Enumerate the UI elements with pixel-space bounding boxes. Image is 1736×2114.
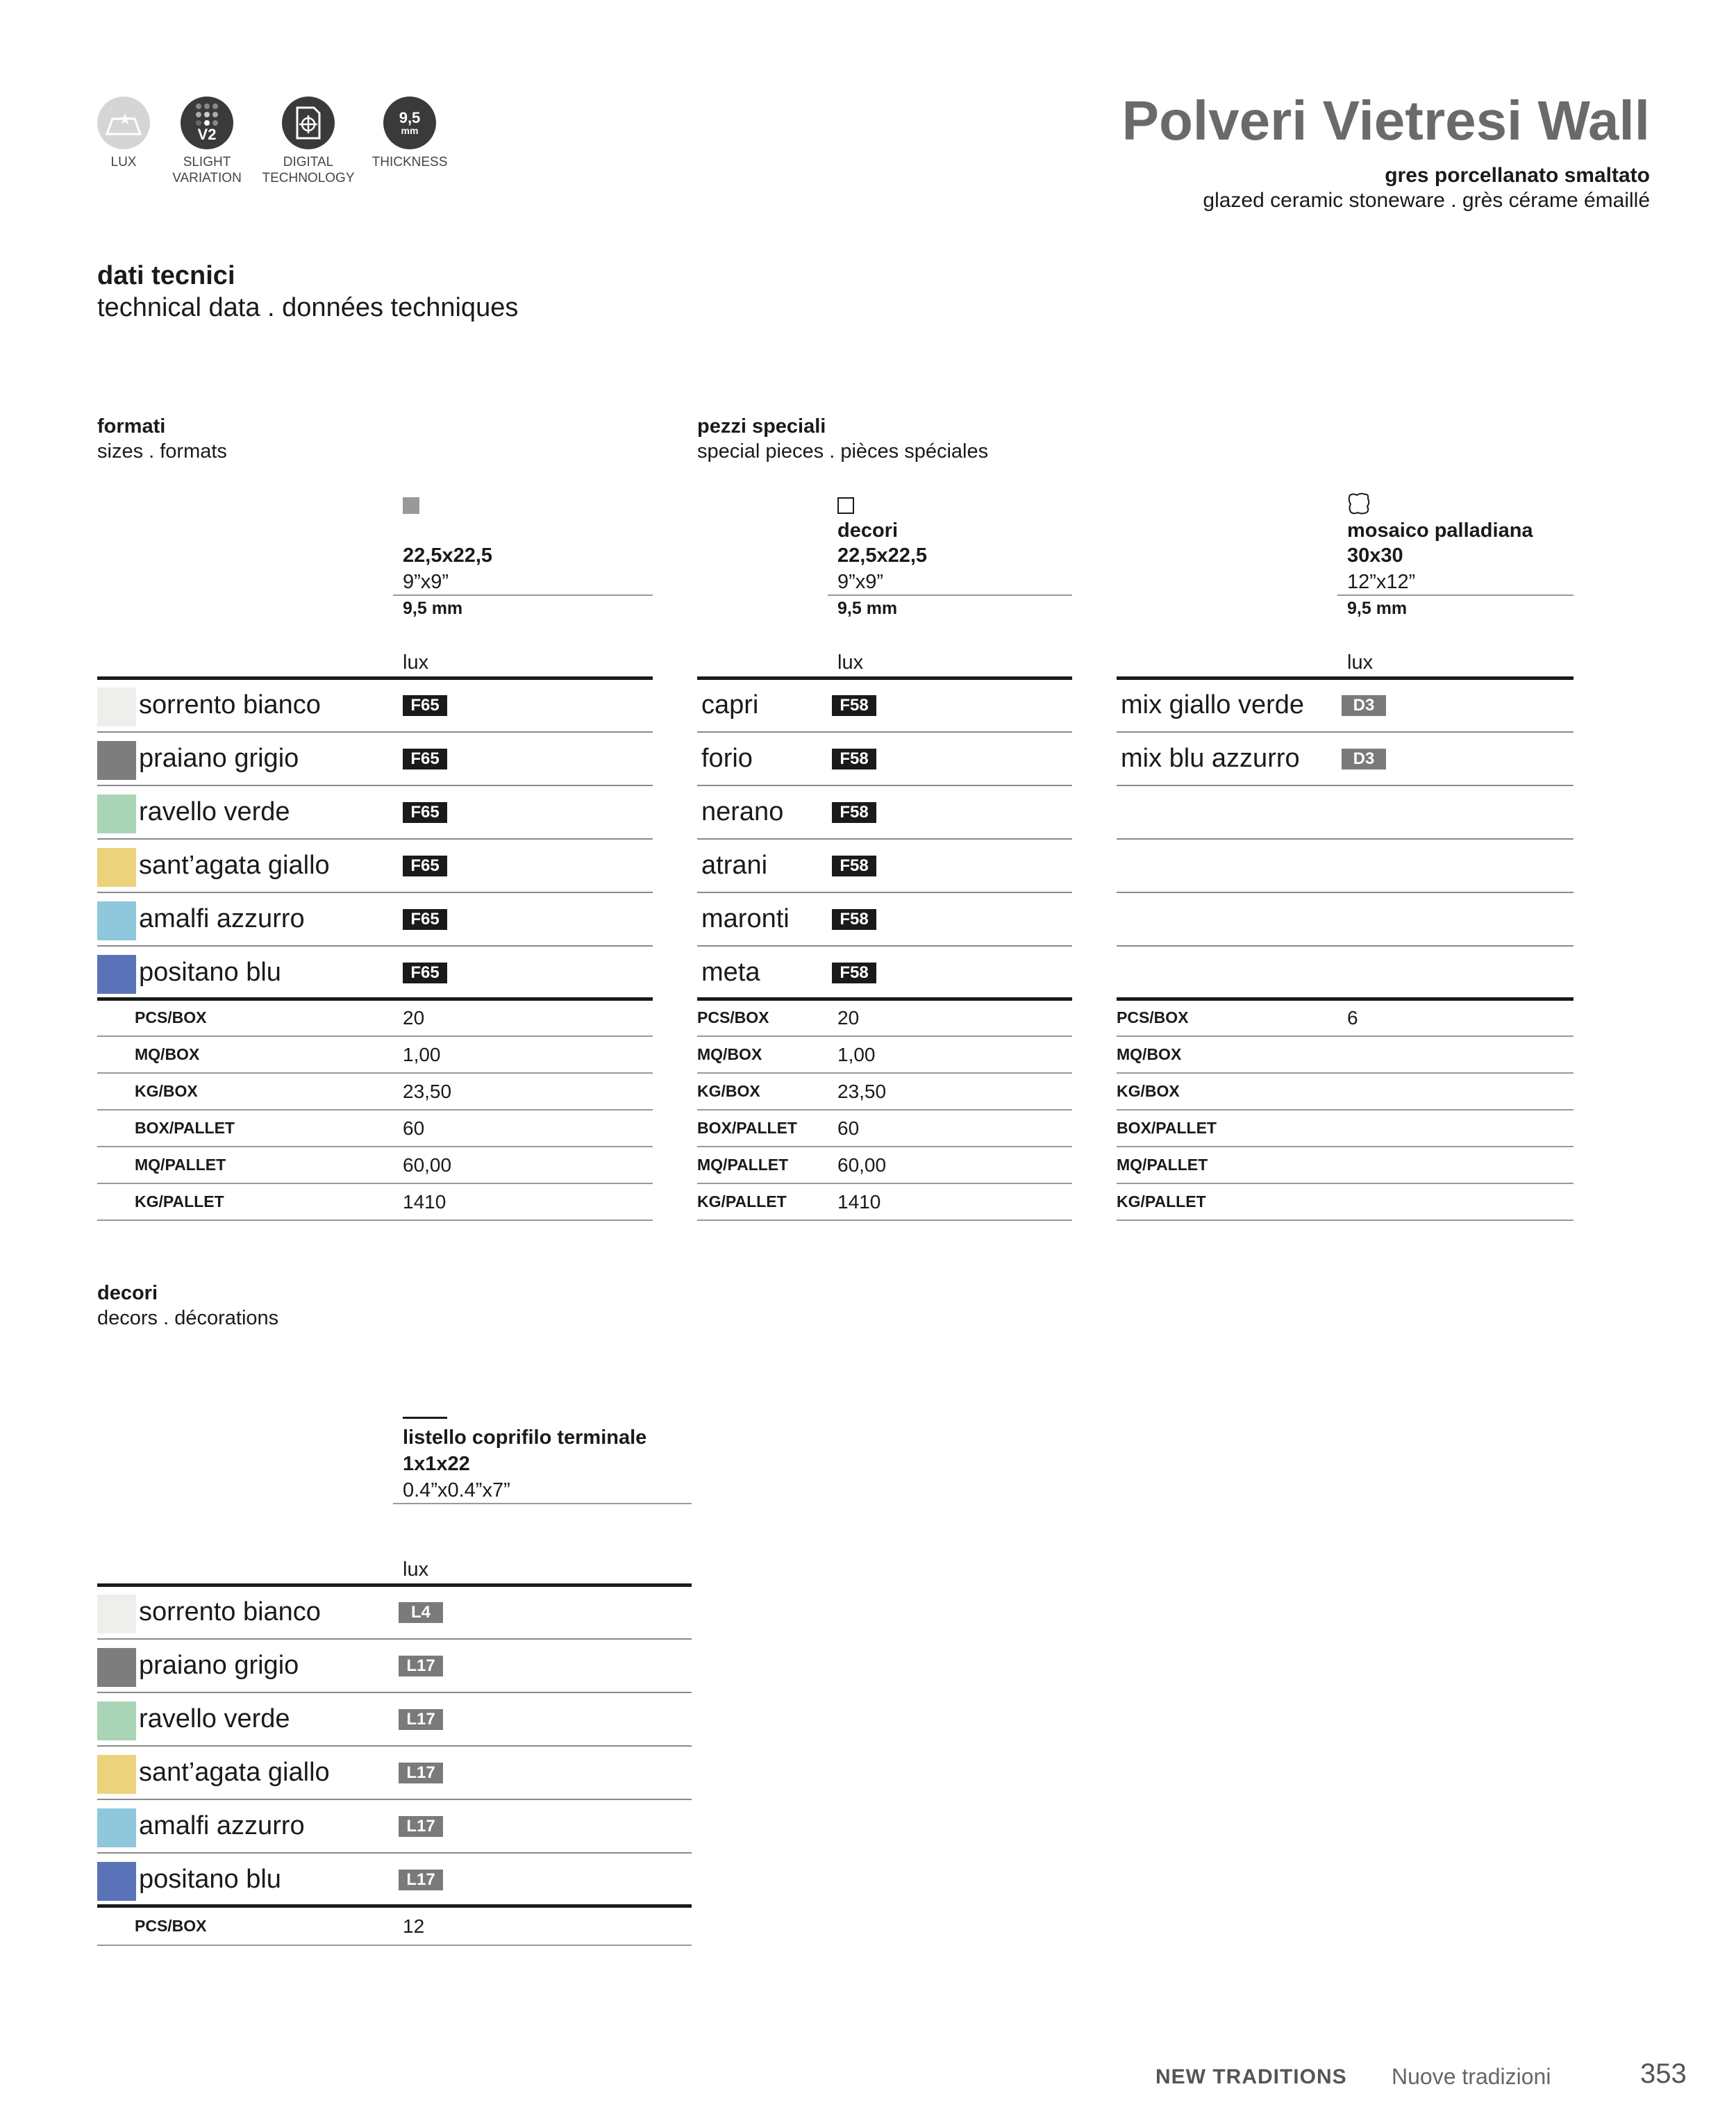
product-code: F65 [403,749,447,769]
product-code: L17 [399,1870,443,1890]
color-name: praiano grigio [139,1651,299,1680]
spec-label: MQ/PALLET [135,1156,226,1174]
decori-finish: lux [837,651,864,674]
product-code: F65 [403,695,447,716]
color-name: sant’agata giallo [139,1758,330,1787]
formats-subheading: sizes . formats [97,440,227,463]
color-swatch [97,741,136,780]
color-name: amalfi azzurro [139,1811,305,1840]
spec-label: BOX/PALLET [135,1119,235,1137]
piece-name: mix giallo verde [1121,690,1304,719]
product-code: L17 [399,1816,443,1837]
mosaico-size: 30x30 [1347,544,1403,567]
spec-label: MQ/PALLET [697,1156,789,1174]
piece-name: capri [701,690,759,719]
technical-subheading: technical data . données techniques [97,293,519,322]
color-name: ravello verde [139,797,290,826]
spec-label: BOX/PALLET [1117,1119,1217,1137]
digital-technology-icon [282,97,335,149]
mosaic-shape-icon [1347,492,1371,519]
slight-variation-label: SLIGHT VARIATION [172,155,242,185]
slight-variation-icon [181,97,233,149]
color-swatch [97,1701,136,1740]
spec-value: 1,00 [403,1044,441,1065]
color-name: praiano grigio [139,744,299,773]
spec-label: PCS/BOX [1117,1008,1189,1026]
color-swatch [97,1862,136,1901]
product-code: F65 [403,802,447,823]
spec-value: 20 [837,1007,860,1029]
color-swatch [97,1808,136,1847]
product-code: D3 [1342,695,1386,716]
spec-label: PCS/BOX [697,1008,769,1026]
color-name: positano blu [139,958,281,987]
color-swatch [97,1648,136,1687]
spec-value: 23,50 [403,1081,452,1102]
product-code: F58 [832,909,876,930]
product-code: L17 [399,1763,443,1783]
color-name: ravello verde [139,1704,290,1733]
spec-value: 1,00 [837,1044,876,1065]
spec-label: MQ/BOX [1117,1045,1182,1063]
product-code: F65 [403,963,447,983]
product-code: L4 [399,1602,443,1623]
product-code: F58 [832,695,876,716]
decors-subheading: decors . décorations [97,1307,279,1329]
format-thickness: 9,5 mm [403,599,463,618]
product-code: F65 [403,856,447,876]
piece-name: maronti [701,904,790,933]
thickness-icon: 9,5 mm [383,97,436,149]
spec-value: 60,00 [837,1154,887,1176]
listello-title: listello coprifilo terminale [403,1426,647,1449]
color-swatch [97,794,136,833]
format-size: 22,5x22,5 [403,544,493,567]
digital-technology-label: DIGITAL TECHNOLOGY [262,155,355,185]
color-swatch [97,688,136,726]
product-code: F58 [832,963,876,983]
collection-name: NEW TRADITIONS [1155,2065,1347,2088]
page-title: Polveri Vietresi Wall [1121,90,1650,151]
spec-value: 1410 [837,1191,881,1213]
listello-shape-icon [403,1417,447,1419]
spec-label: MQ/PALLET [1117,1156,1208,1174]
piece-name: atrani [701,851,768,880]
v2-badge: V2 [197,126,217,143]
piece-name: forio [701,744,753,773]
spec-label: MQ/BOX [697,1045,762,1063]
spec-label: KG/BOX [697,1082,760,1100]
color-name: sorrento bianco [139,1597,321,1626]
color-swatch [97,1595,136,1633]
color-name: amalfi azzurro [139,904,305,933]
mosaico-size-inches: 12”x12” [1347,571,1416,593]
thickness-label: THICKNESS [372,155,448,169]
formats-heading: formati [97,415,166,438]
spec-value: 6 [1347,1007,1358,1029]
listello-size: 1x1x22 [403,1453,470,1475]
product-code: L17 [399,1709,443,1730]
product-code: D3 [1342,749,1386,769]
mosaico-thickness: 9,5 mm [1347,599,1408,618]
listello-finish: lux [403,1558,429,1581]
spec-value: 20 [403,1007,425,1029]
spec-label: KG/PALLET [135,1192,224,1210]
product-code: F58 [832,749,876,769]
product-code: F65 [403,909,447,930]
color-swatch [97,848,136,887]
spec-label: MQ/BOX [135,1045,200,1063]
color-name: sant’agata giallo [139,851,330,880]
listello-size-inches: 0.4”x0.4”x7” [403,1479,510,1501]
piece-name: mix blu azzurro [1121,744,1300,773]
color-name: positano blu [139,1865,281,1894]
square-outline-icon [837,497,854,514]
spec-label: KG/BOX [135,1082,198,1100]
product-code: F58 [832,802,876,823]
spec-value: 60,00 [403,1154,452,1176]
spec-value: 23,50 [837,1081,887,1102]
decori-size: 22,5x22,5 [837,544,928,567]
lux-label: LUX [110,155,137,169]
format-finish: lux [403,651,429,674]
piece-name: nerano [701,797,784,826]
technical-heading: dati tecnici [97,261,235,290]
spec-value: 1410 [403,1191,446,1213]
spec-label: KG/PALLET [697,1192,787,1210]
spec-label: KG/BOX [1117,1082,1180,1100]
decori-size-inches: 9”x9” [837,571,884,593]
mosaico-title: mosaico palladiana [1347,519,1533,542]
spec-value: 60 [837,1117,860,1139]
spec-label: BOX/PALLET [697,1119,797,1137]
piece-name: meta [701,958,760,987]
decors-heading: decori [97,1282,158,1304]
color-swatch [97,1755,136,1794]
spec-label: PCS/BOX [135,1008,207,1026]
decori-title: decori [837,519,899,542]
page-number: 353 [1640,2058,1687,2089]
material-name: gres porcellanato smaltato [1385,164,1650,187]
mosaico-finish: lux [1347,651,1374,674]
spec-value: 12 [403,1915,425,1937]
color-swatch [97,955,136,994]
square-shape-icon [403,497,419,514]
product-code: L17 [399,1656,443,1676]
product-code: F58 [832,856,876,876]
color-swatch [97,901,136,940]
collection-name-it: Nuove tradizioni [1392,2064,1551,2089]
decori-thickness: 9,5 mm [837,599,898,618]
spec-label: PCS/BOX [135,1917,207,1935]
special-heading: pezzi speciali [697,415,826,438]
special-subheading: special pieces . pièces spéciales [697,440,989,463]
format-size-inches: 9”x9” [403,571,449,593]
material-translation: glazed ceramic stoneware . grès cérame émaillé [1203,189,1650,212]
lux-icon [97,97,150,149]
color-name: sorrento bianco [139,690,321,719]
spec-label: KG/PALLET [1117,1192,1206,1210]
spec-value: 60 [403,1117,425,1139]
